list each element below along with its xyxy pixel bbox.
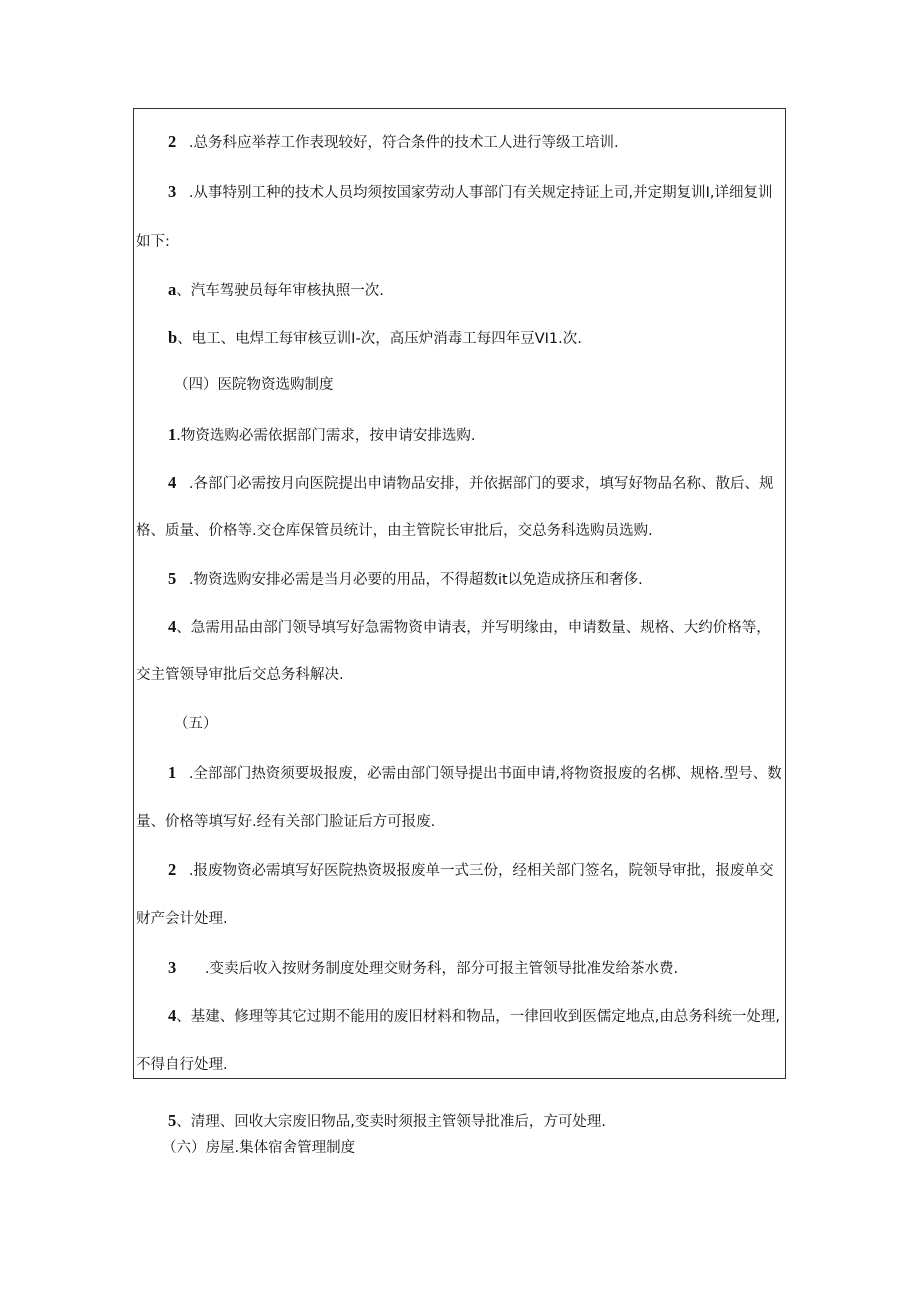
item-number: 5 — [168, 1111, 177, 1130]
line-text: 、急需用品由部门领导填写好急需物资申请表，并写明缘由，申请数量、规格、大约价格等， — [176, 620, 771, 636]
line-text: 量、价格等填写好.经有关部门脸证后方可报废. — [136, 814, 436, 830]
text-line — [136, 909, 228, 929]
text-line — [168, 473, 773, 494]
line-text: 、电工、电焊工每审核豆训I-次，高压炉消毒工每四年豆VI1.次. — [177, 331, 582, 347]
item-number: 5 — [168, 569, 177, 588]
line-text: .总务科应举荐工作表现较好，符合条件的技术工人进行等级工培训. — [188, 135, 619, 151]
item-number: 4 — [168, 473, 177, 492]
item-number: 4 — [168, 1006, 177, 1025]
line-text: .全部部门热资须要圾报废，必需由部门领导提出书面申请,将物资报废的名梆、规格.型号、数 — [188, 766, 782, 782]
text-line — [168, 860, 773, 881]
text-line — [168, 569, 643, 590]
item-number: 4 — [168, 617, 177, 636]
item-number: 1 — [168, 763, 177, 782]
text-line — [168, 328, 582, 349]
text-line — [136, 1055, 228, 1075]
text-line — [168, 763, 782, 784]
text-line — [136, 521, 653, 541]
text-line — [168, 1006, 780, 1027]
line-text: 格、质量、价格等.交仓库保管员统计，由主管院长审批后，交总务科选购员选购. — [136, 523, 653, 539]
text-line — [136, 232, 170, 252]
text-line — [168, 132, 619, 153]
item-number: 3 — [168, 958, 177, 977]
line-text: 、清理、回收大宗废旧物品,变卖时须报主管领导批准后，方可处理. — [176, 1114, 606, 1130]
line-text: .各部门必需按月向医院提出申请物品安排，并依据部门的要求，填写好物品名称、散后、规 — [188, 476, 774, 492]
line-text: （五） — [174, 716, 218, 732]
line-text: （四）医院物资选购制度 — [174, 377, 334, 393]
line-text: .报废物资必需填写好医院热资圾报废单一式三份，经相关部门签名，院领导审批，报废单交 — [188, 863, 774, 879]
line-text: .从事特别工种的技术人员均须按国家劳动人事部门有关规定持证上司,并定期复训I,详细复训 — [188, 185, 773, 201]
line-text: .物资选购安排必需是当月必要的用品，不得超数it以免造成挤压和奢侈. — [188, 572, 643, 588]
text-line — [168, 958, 678, 979]
text-line — [136, 812, 435, 832]
line-text: .物资选购必需依据部门需求，按申请安排选购. — [176, 428, 476, 444]
item-number: 2 — [168, 860, 177, 879]
line-text: （六）房屋.集体宿舍管理制度 — [162, 1140, 356, 1156]
line-text: .变卖后收入按财务制度处理交财务科，部分可报主管领导批准发给茶水费. — [204, 961, 679, 977]
item-number: 3 — [168, 182, 177, 201]
line-text: 、基建、修理等其它过期不能用的废旧材料和物品，一律回收到医儒定地点,由总务科统一处理, — [176, 1009, 780, 1025]
item-number: a — [168, 280, 177, 299]
text-line — [136, 665, 344, 685]
line-text: 财产会计处理. — [136, 911, 228, 927]
item-number: b — [168, 328, 178, 347]
text-line — [168, 617, 771, 638]
text-line — [168, 182, 772, 203]
section-heading — [174, 714, 218, 734]
line-text: 交主管领导审批后交总务科解决. — [136, 667, 344, 683]
content-table-border — [133, 108, 786, 1079]
item-number: 1 — [168, 425, 177, 444]
section-heading — [162, 1138, 355, 1158]
line-text: 不得自行处理. — [136, 1057, 228, 1073]
section-heading — [174, 375, 334, 395]
line-text: 、汽车驾驶员每年审核执照一次. — [176, 283, 384, 299]
text-line — [168, 425, 475, 446]
line-text: 如下: — [136, 234, 170, 250]
item-number: 2 — [168, 132, 177, 151]
text-line — [168, 280, 384, 301]
text-line — [168, 1111, 606, 1132]
